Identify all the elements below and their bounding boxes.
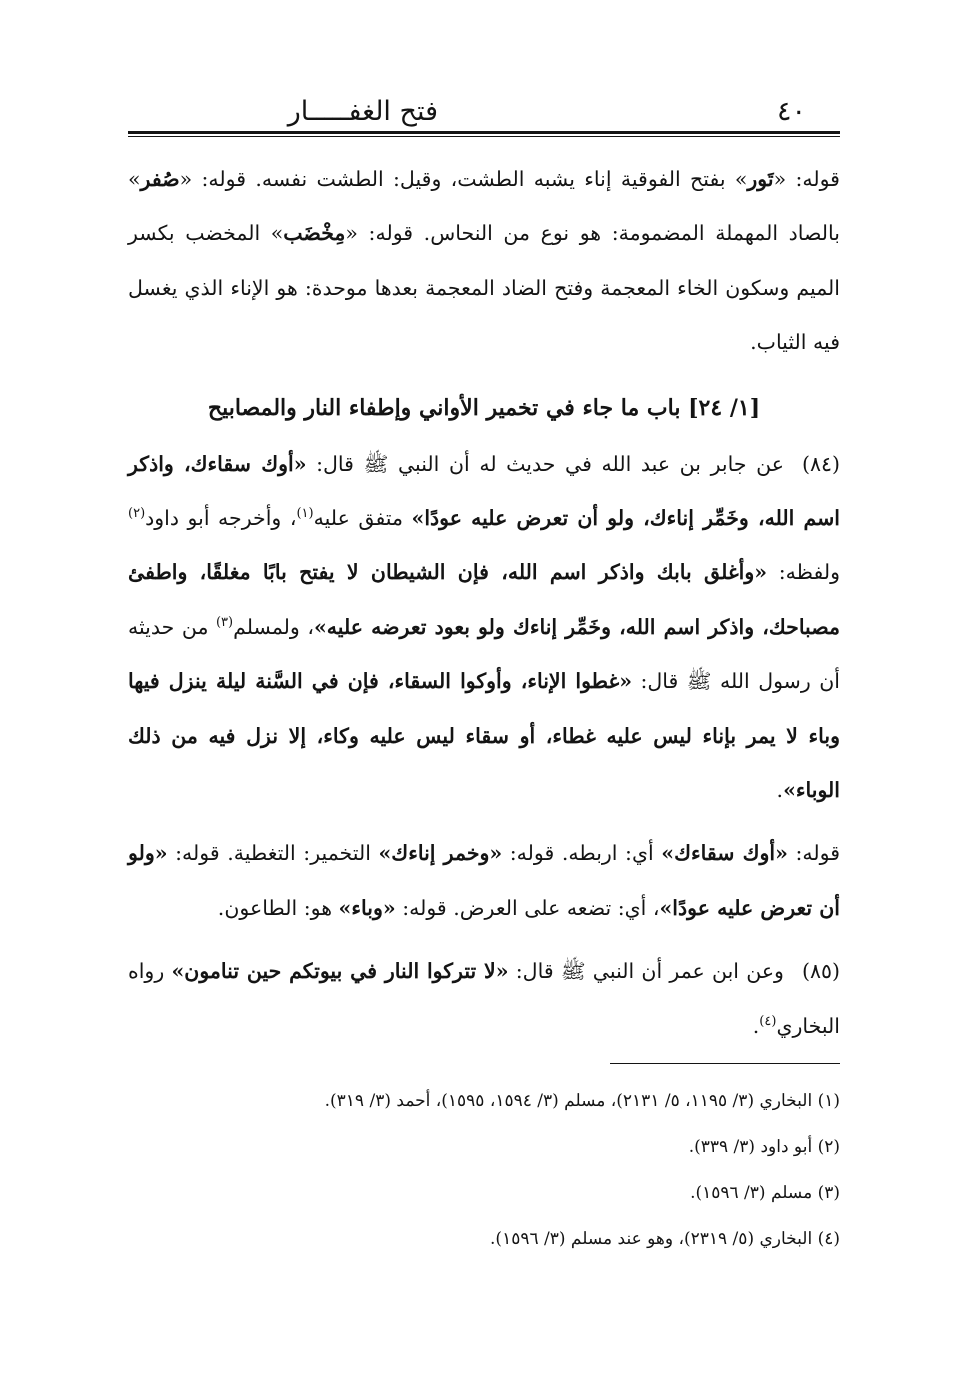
footnote-1: (١) البخاري (٣/ ١١٩٥، ٥/ ٢١٣١)، مسلم (٣/ ١٥٩٤، ١٥٩٥)، أحمد (٣/ ٣١٩). (324, 1091, 840, 1111)
hadith-number: (٨٥) (801, 959, 840, 984)
hadith-quote: «غطوا الإناء، وأوكوا السقاء، فإن في السَّنة ليلة ينزل فيها وباء لا يمر بإناء ليس عليه غطاء، أو سقاء ليس عليه وكاء، إلا نزل فيه من ذلك الوباء» (128, 669, 840, 803)
text-run: متفق عليه (313, 506, 412, 531)
footnote-ref: (٣) (215, 615, 234, 631)
paragraph-glossary-1 (128, 152, 840, 370)
text-run: من حديثه أن رسول الله ﷺ قال: (128, 614, 840, 694)
text-run: . (776, 778, 784, 803)
text-run: ، وأخرجه أبو داود (145, 506, 297, 531)
running-title: فتح الغفـــــار (287, 96, 438, 127)
text-run: » المخضب بكسر الميم وسكون الخاء المعجمة وفتح الضاد المعجمة بعدها موحدة: هو الإناء الذي يغسل فيه الثياب. (128, 221, 840, 355)
hadith-quote: «أوك سقاءك، واذكر اسم الله، وخَمِّر إناءك، ولو أن تعرض عليه عودًا» (128, 451, 840, 531)
footnote-2: (٢) أبو داود (٣/ ٣٣٩). (688, 1137, 840, 1157)
footnote-4: (٤) البخاري (٥/ ٢٣١٩)، وهو عند مسلم (٣/ ١٥٩٦). (490, 1229, 840, 1249)
text-run: » بالصاد المهملة المضمومة: هو نوع من النحاس. قوله: « (128, 167, 841, 246)
text-run: هو: الطاعون. (217, 895, 339, 920)
hadith-quote: «لا تتركوا النار في بيوتكم حين تنامون» (171, 959, 509, 984)
text-run: أي: اربطه. قوله: (502, 841, 662, 866)
term: صُفر (140, 167, 180, 191)
text-run: » بفتح الفوقية إناء يشبه الطشت، وقيل: الطشت نفسه. قوله: « (179, 167, 748, 191)
page-header (128, 94, 840, 130)
text-run: التخمير: التغطية. قوله: (167, 841, 379, 866)
term: «وخمر إناءك» (378, 841, 503, 866)
term: «ولو أن تعرض عليه عودًا» (128, 841, 840, 920)
footnotes (128, 1078, 840, 1262)
term: «وباء» (338, 895, 396, 920)
text-run: . (752, 1013, 760, 1038)
spacer (128, 370, 840, 379)
footnote-ref: (٤) (759, 1013, 777, 1029)
footnote-3: (٣) مسلم (٣/ ١٥٩٦). (690, 1183, 840, 1203)
page-number: ٤٠ (776, 96, 806, 127)
text-run: ولفظه: (767, 560, 841, 585)
text-run: قوله: « (773, 167, 840, 191)
spacer (128, 935, 840, 944)
hadith-85 (128, 944, 840, 1053)
term: «أوك سقاءك» (661, 841, 788, 866)
footnote-ref: (١) (296, 506, 314, 522)
text-run: رواه البخاري (128, 959, 840, 1038)
text-run: قوله: (787, 841, 840, 866)
footnote-separator (610, 1063, 840, 1064)
text-run: عن جابر بن عبد الله في حديث له أن النبي ﷺ قال: (306, 451, 784, 476)
paragraph-glossary-2 (128, 826, 840, 935)
hadith-84 (128, 437, 840, 818)
footnote-ref: (٢) (128, 506, 146, 522)
body-text (128, 152, 840, 1053)
hadith-quote: «وأغلق بابك واذكر اسم الله، فإن الشيطان لا يفتح بابًا مغلقًا، واطفئ مصباحك، واذكر اسم الله، وخَمِّر إناءك ولو بعود تعرضه عليه» (128, 560, 841, 639)
text-run: ، أي: تضعه على العرض. قوله: (395, 895, 660, 920)
term: مِخْضَب (283, 221, 346, 246)
text-run: وعن ابن عمر أن النبي ﷺ قال: (508, 959, 784, 984)
header-rule (128, 131, 840, 137)
chapter-heading: [١/ ٢٤] باب ما جاء في تخمير الأواني وإطفاء النار والمصابيح (207, 394, 761, 421)
spacer (128, 817, 840, 826)
text-run: ، ولمسلم (233, 614, 314, 639)
term: تَور (747, 167, 774, 191)
hadith-number: (٨٤) (801, 451, 840, 476)
